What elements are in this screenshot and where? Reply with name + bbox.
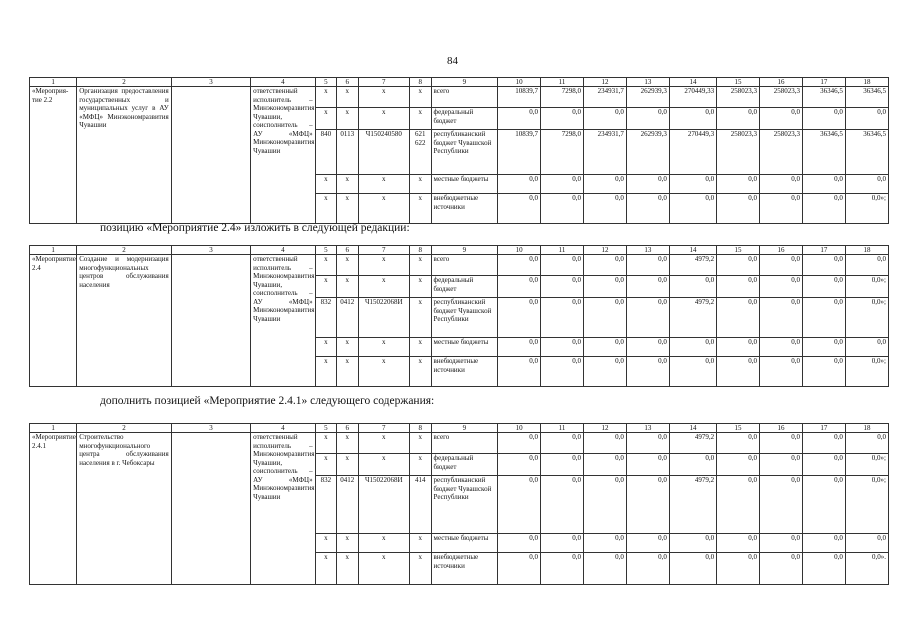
amount-value: 0,0: [802, 255, 845, 276]
amount-value: 0,0: [669, 553, 716, 585]
column-number: 18: [845, 424, 888, 433]
expense-type-code: x: [410, 298, 431, 338]
measure-title: Создание и модернизация многофункциональных центров обслуживания населения: [77, 255, 171, 387]
amount-value: 270449,3: [669, 130, 716, 175]
amount-value: 0,0: [583, 194, 626, 224]
expense-type-code: 621 622: [410, 130, 431, 175]
amount-value: 0,0: [845, 338, 888, 357]
column-number: 2: [77, 424, 171, 433]
amount-value: 0,0: [541, 255, 584, 276]
amount-value: 258023,3: [717, 130, 760, 175]
amount-value: 0,0: [717, 276, 760, 298]
funding-source: федеральный бюджет: [431, 276, 498, 298]
column-number: 1: [30, 78, 77, 87]
amount-value: 0,0: [541, 298, 584, 338]
amount-value: 0,0: [583, 553, 626, 585]
amount-value: 0,0: [626, 255, 669, 276]
amount-value: 0,0: [760, 255, 803, 276]
column-number: 12: [583, 246, 626, 255]
funding-source: местные бюджеты: [431, 175, 498, 194]
column-number: 18: [845, 246, 888, 255]
target-article-code: Ч15022068И: [358, 298, 410, 338]
amount-value: 0,0: [498, 255, 541, 276]
expense-type-code: x: [410, 194, 431, 224]
section-code: x: [337, 276, 358, 298]
section-code: 0113: [337, 130, 358, 175]
amount-value: 0,0: [498, 534, 541, 553]
amount-value: 0,0: [626, 298, 669, 338]
grbs-code: x: [315, 194, 336, 224]
amount-value: 0,0: [583, 357, 626, 387]
measure-number: «Мероприятие 2.4: [30, 255, 77, 387]
grbs-code: x: [315, 553, 336, 585]
amount-value: 0,0: [498, 433, 541, 454]
funding-source: федеральный бюджет: [431, 454, 498, 476]
amount-value: 0,0: [717, 338, 760, 357]
amount-value: 0,0: [760, 476, 803, 534]
target-article-code: x: [358, 194, 410, 224]
amount-value: 0,0: [541, 175, 584, 194]
amount-value: 0,0: [626, 194, 669, 224]
column-number: 2: [77, 246, 171, 255]
amount-value: 0,0: [541, 454, 584, 476]
responsible-executor: ответственный исполнитель – Минэкономразвития Чувашии, соисполнитель – АУ «МФЦ» Минэкономразвития Чувашии: [251, 87, 315, 224]
amount-value: 0,0: [583, 338, 626, 357]
column-number: 10: [498, 246, 541, 255]
measure-table-2-4: [29, 245, 889, 387]
amount-value: 0,0: [802, 357, 845, 387]
amount-value: 0,0»;: [845, 298, 888, 338]
column-number: 4: [251, 78, 315, 87]
funding-source: республиканский бюджет Чувашской Республики: [431, 476, 498, 534]
amount-value: 262939,3: [626, 87, 669, 108]
column-number: 15: [717, 424, 760, 433]
expense-type-code: x: [410, 433, 431, 454]
amount-value: 0,0: [498, 175, 541, 194]
column-number: 14: [669, 246, 716, 255]
funding-source: республиканский бюджет Чувашской Республики: [431, 298, 498, 338]
amount-value: 0,0: [583, 108, 626, 130]
amount-value: 0,0: [541, 194, 584, 224]
column-number: 3: [171, 424, 250, 433]
funding-source: местные бюджеты: [431, 534, 498, 553]
amount-value: 270449,33: [669, 87, 716, 108]
amount-value: 0,0: [626, 108, 669, 130]
amount-value: 0,0».: [845, 553, 888, 585]
amount-value: 0,0: [760, 534, 803, 553]
amount-value: 0,0»;: [845, 476, 888, 534]
amount-value: 0,0: [717, 357, 760, 387]
grbs-code: x: [315, 255, 336, 276]
amount-value: 0,0: [541, 433, 584, 454]
amount-value: 0,0: [845, 433, 888, 454]
section-code: 0412: [337, 476, 358, 534]
amount-value: 0,0: [583, 433, 626, 454]
amount-value: 0,0: [626, 338, 669, 357]
amount-value: 0,0: [626, 476, 669, 534]
expense-type-code: x: [410, 454, 431, 476]
amount-value: 0,0»;: [845, 454, 888, 476]
grbs-code: x: [315, 87, 336, 108]
column-number: 12: [583, 424, 626, 433]
section-code: x: [337, 108, 358, 130]
amount-value: 0,0: [498, 298, 541, 338]
amount-value: 0,0: [626, 534, 669, 553]
grbs-code: 832: [315, 298, 336, 338]
section-code: 0412: [337, 298, 358, 338]
amount-value: 7298,0: [541, 130, 584, 175]
column-number: 15: [717, 246, 760, 255]
column-number: 12: [583, 78, 626, 87]
amount-value: 0,0: [717, 175, 760, 194]
amount-value: 0,0: [626, 553, 669, 585]
column-number: 16: [760, 246, 803, 255]
amount-value: 0,0: [669, 175, 716, 194]
column-number: 14: [669, 78, 716, 87]
amount-value: 0,0: [760, 357, 803, 387]
column-number: 7: [358, 246, 410, 255]
amount-value: 0,0: [498, 194, 541, 224]
amount-value: 0,0: [717, 476, 760, 534]
amount-value: 0,0: [626, 454, 669, 476]
column-number: 1: [30, 424, 77, 433]
measure-table-2-4-1: [29, 423, 889, 585]
column-number: 10: [498, 424, 541, 433]
amount-value: 0,0: [845, 534, 888, 553]
column-number: 5: [315, 424, 336, 433]
target-article-code: x: [358, 276, 410, 298]
column-number: 11: [541, 246, 584, 255]
column-number: 10: [498, 78, 541, 87]
amount-value: 0,0: [802, 338, 845, 357]
amount-value: 0,0: [717, 534, 760, 553]
amount-value: 36346,5: [845, 87, 888, 108]
instruction-paragraph-2-4: позицию «Мероприятие 2.4» изложить в следующей редакции:: [100, 222, 410, 234]
amount-value: 0,0: [498, 338, 541, 357]
amount-value: 0,0: [541, 357, 584, 387]
amount-value: 0,0: [802, 298, 845, 338]
funding-source: республиканский бюджет Чувашской Республики: [431, 130, 498, 175]
amount-value: 0,0: [541, 338, 584, 357]
target-article-code: x: [358, 433, 410, 454]
column-number: 7: [358, 424, 410, 433]
column-number: 8: [410, 246, 431, 255]
amount-value: 0,0: [802, 108, 845, 130]
target-article-code: x: [358, 534, 410, 553]
amount-value: 0,0: [626, 357, 669, 387]
amount-value: 0,0: [669, 108, 716, 130]
column-number: 11: [541, 424, 584, 433]
funding-source: внебюджетные источники: [431, 194, 498, 224]
amount-value: 0,0: [802, 553, 845, 585]
expense-type-code: x: [410, 534, 431, 553]
column-number: 13: [626, 424, 669, 433]
funding-source: внебюджетные источники: [431, 357, 498, 387]
column-number: 17: [802, 78, 845, 87]
amount-value: 0,0: [541, 108, 584, 130]
column-number: 4: [251, 246, 315, 255]
amount-value: 0,0: [498, 454, 541, 476]
column-number: 5: [315, 78, 336, 87]
amount-value: 0,0»;: [845, 357, 888, 387]
amount-value: 0,0: [541, 534, 584, 553]
section-code: x: [337, 255, 358, 276]
expense-type-code: x: [410, 175, 431, 194]
grbs-code: x: [315, 175, 336, 194]
measure-title: Строительство многофункционального центра обслуживания населения в г. Чебоксары: [77, 433, 171, 585]
grbs-code: 832: [315, 476, 336, 534]
measure-title: Организация предоставления государственных и муниципальных услуг в АУ «МФЦ» Минэкономразвития Чувашии: [77, 87, 171, 224]
amount-value: 258023,3: [760, 87, 803, 108]
instruction-paragraph-2-4-1: дополнить позицией «Мероприятие 2.4.1» следующего содержания:: [100, 395, 435, 407]
amount-value: 36346,5: [802, 130, 845, 175]
amount-value: 0,0: [760, 194, 803, 224]
column-number: 6: [337, 424, 358, 433]
section-code: x: [337, 534, 358, 553]
column-number: 13: [626, 78, 669, 87]
amount-value: 0,0: [845, 108, 888, 130]
amount-value: 0,0: [498, 476, 541, 534]
target-article-code: x: [358, 175, 410, 194]
expense-type-code: x: [410, 108, 431, 130]
amount-value: 10839,7: [498, 130, 541, 175]
column-number: 18: [845, 78, 888, 87]
amount-value: 4979,2: [669, 433, 716, 454]
funding-source: внебюджетные источники: [431, 553, 498, 585]
column-number: 13: [626, 246, 669, 255]
amount-value: 0,0: [845, 255, 888, 276]
section-code: x: [337, 175, 358, 194]
column-number: 9: [431, 78, 498, 87]
amount-value: 0,0: [760, 108, 803, 130]
column-number: 3: [171, 246, 250, 255]
expense-type-code: x: [410, 553, 431, 585]
amount-value: 0,0: [760, 298, 803, 338]
target-article-code: x: [358, 553, 410, 585]
column-number: 2: [77, 78, 171, 87]
amount-value: 0,0: [583, 276, 626, 298]
empty-cell: [171, 87, 250, 224]
amount-value: 0,0: [583, 534, 626, 553]
amount-value: 10839,7: [498, 87, 541, 108]
grbs-code: x: [315, 534, 336, 553]
amount-value: 0,0: [669, 357, 716, 387]
amount-value: 0,0: [583, 175, 626, 194]
amount-value: 0,0: [669, 338, 716, 357]
amount-value: 0,0: [583, 476, 626, 534]
funding-source: местные бюджеты: [431, 338, 498, 357]
amount-value: 0,0: [498, 357, 541, 387]
column-number: 16: [760, 424, 803, 433]
section-code: x: [337, 194, 358, 224]
amount-value: 258023,3: [717, 87, 760, 108]
amount-value: 0,0: [669, 454, 716, 476]
amount-value: 0,0: [802, 276, 845, 298]
amount-value: 0,0: [717, 194, 760, 224]
column-number: 3: [171, 78, 250, 87]
amount-value: 0,0: [760, 454, 803, 476]
amount-value: 0,0: [669, 534, 716, 553]
amount-value: 0,0: [802, 194, 845, 224]
responsible-executor: ответственный исполнитель – Минэкономразвития Чувашии, соисполнитель – АУ «МФЦ» Минэкономразвития Чувашии: [251, 255, 315, 387]
amount-value: 0,0: [717, 433, 760, 454]
amount-value: 0,0: [717, 108, 760, 130]
amount-value: 36346,5: [845, 130, 888, 175]
table-row: [30, 87, 889, 108]
funding-source: всего: [431, 433, 498, 454]
column-number: 15: [717, 78, 760, 87]
measure-number: «Мероприя-тие 2.2: [30, 87, 77, 224]
column-number: 9: [431, 424, 498, 433]
amount-value: 0,0: [845, 175, 888, 194]
amount-value: 0,0: [802, 433, 845, 454]
column-number-row: [30, 246, 889, 255]
amount-value: 0,0: [583, 454, 626, 476]
amount-value: 0,0: [626, 276, 669, 298]
amount-value: 234931,7: [583, 130, 626, 175]
column-number: 14: [669, 424, 716, 433]
amount-value: 4979,2: [669, 476, 716, 534]
target-article-code: x: [358, 87, 410, 108]
table-row: [30, 255, 889, 276]
amount-value: 0,0: [541, 276, 584, 298]
column-number: 7: [358, 78, 410, 87]
expense-type-code: x: [410, 276, 431, 298]
grbs-code: x: [315, 276, 336, 298]
target-article-code: x: [358, 357, 410, 387]
empty-cell: [171, 255, 250, 387]
expense-type-code: x: [410, 255, 431, 276]
amount-value: 0,0: [669, 276, 716, 298]
amount-value: 0,0: [717, 298, 760, 338]
responsible-executor: ответственный исполнитель – Минэкономразвития Чувашии, соисполнитель – АУ «МФЦ» Минэкономразвития Чувашии: [251, 433, 315, 585]
amount-value: 0,0: [760, 433, 803, 454]
column-number: 5: [315, 246, 336, 255]
amount-value: 0,0: [626, 433, 669, 454]
amount-value: 0,0: [802, 175, 845, 194]
expense-type-code: x: [410, 357, 431, 387]
grbs-code: x: [315, 338, 336, 357]
grbs-code: x: [315, 357, 336, 387]
amount-value: 0,0: [802, 476, 845, 534]
column-number-row: [30, 424, 889, 433]
amount-value: 0,0: [717, 553, 760, 585]
column-number: 17: [802, 424, 845, 433]
grbs-code: x: [315, 108, 336, 130]
empty-cell: [171, 433, 250, 585]
funding-source: федеральный бюджет: [431, 108, 498, 130]
amount-value: 0,0: [802, 454, 845, 476]
expense-type-code: x: [410, 87, 431, 108]
page-number: 84: [447, 55, 458, 67]
column-number-row: [30, 78, 889, 87]
amount-value: 36346,5: [802, 87, 845, 108]
amount-value: 4979,2: [669, 298, 716, 338]
amount-value: 0,0»;: [845, 194, 888, 224]
column-number: 8: [410, 424, 431, 433]
target-article-code: x: [358, 454, 410, 476]
target-article-code: x: [358, 108, 410, 130]
section-code: x: [337, 454, 358, 476]
table-row: [30, 433, 889, 454]
column-number: 6: [337, 78, 358, 87]
target-article-code: Ч15022068И: [358, 476, 410, 534]
amount-value: 0,0: [626, 175, 669, 194]
column-number: 16: [760, 78, 803, 87]
amount-value: 0,0»;: [845, 276, 888, 298]
amount-value: 0,0: [541, 553, 584, 585]
column-number: 6: [337, 246, 358, 255]
amount-value: 0,0: [802, 534, 845, 553]
amount-value: 262939,3: [626, 130, 669, 175]
section-code: x: [337, 338, 358, 357]
amount-value: 258023,3: [760, 130, 803, 175]
expense-type-code: x: [410, 338, 431, 357]
amount-value: 0,0: [760, 338, 803, 357]
amount-value: 0,0: [717, 454, 760, 476]
grbs-code: x: [315, 454, 336, 476]
target-article-code: x: [358, 255, 410, 276]
measure-table-2-2: [29, 77, 889, 224]
amount-value: 0,0: [583, 298, 626, 338]
amount-value: 0,0: [760, 175, 803, 194]
amount-value: 0,0: [717, 255, 760, 276]
section-code: x: [337, 433, 358, 454]
measure-number: «Мероприятие 2.4.1: [30, 433, 77, 585]
amount-value: 0,0: [498, 108, 541, 130]
amount-value: 234931,7: [583, 87, 626, 108]
column-number: 9: [431, 246, 498, 255]
section-code: x: [337, 87, 358, 108]
amount-value: 0,0: [541, 476, 584, 534]
funding-source: всего: [431, 255, 498, 276]
amount-value: 0,0: [760, 553, 803, 585]
amount-value: 4979,2: [669, 255, 716, 276]
section-code: x: [337, 357, 358, 387]
column-number: 1: [30, 246, 77, 255]
amount-value: 0,0: [583, 255, 626, 276]
grbs-code: x: [315, 433, 336, 454]
amount-value: 0,0: [669, 194, 716, 224]
column-number: 11: [541, 78, 584, 87]
target-article-code: Ч150240580: [358, 130, 410, 175]
column-number: 4: [251, 424, 315, 433]
grbs-code: 840: [315, 130, 336, 175]
funding-source: всего: [431, 87, 498, 108]
column-number: 8: [410, 78, 431, 87]
expense-type-code: 414: [410, 476, 431, 534]
amount-value: 0,0: [498, 276, 541, 298]
target-article-code: x: [358, 338, 410, 357]
section-code: x: [337, 553, 358, 585]
column-number: 17: [802, 246, 845, 255]
amount-value: 0,0: [760, 276, 803, 298]
amount-value: 0,0: [498, 553, 541, 585]
amount-value: 7298,0: [541, 87, 584, 108]
